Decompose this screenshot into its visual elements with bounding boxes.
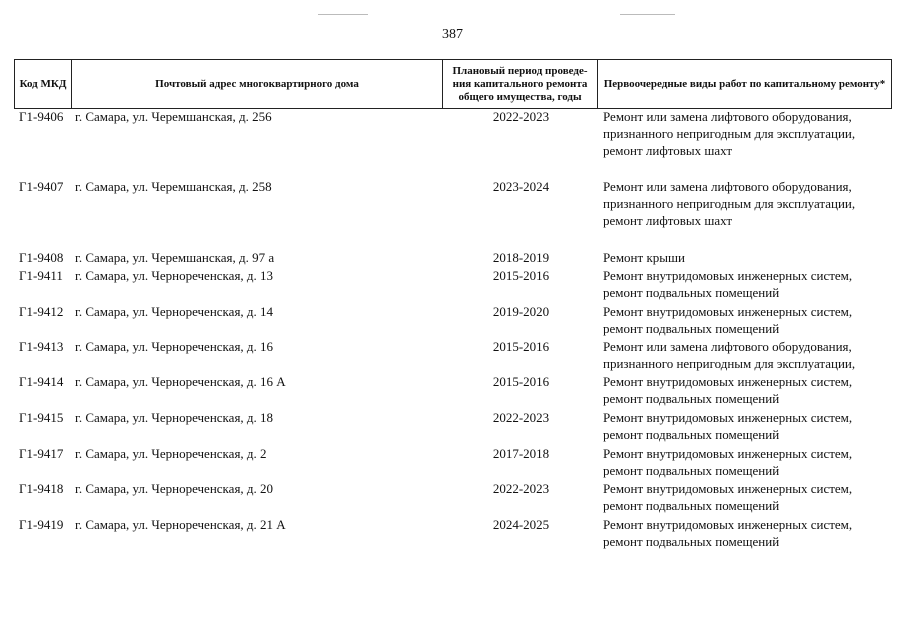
mkd-code: Г1-9407 bbox=[19, 179, 64, 194]
mkd-code: Г1-9411 bbox=[19, 268, 63, 283]
mkd-address: г. Самара, ул. Черемшанская, д. 258 bbox=[75, 179, 272, 194]
col-header-code: Код МКД bbox=[15, 60, 72, 109]
work-line: ремонт лифтовых шахт bbox=[603, 143, 733, 158]
mkd-address: г. Самара, ул. Чернореченская, д. 16 А bbox=[75, 374, 286, 389]
work-line: Ремонт или замена лифтового оборудования, bbox=[603, 109, 852, 124]
work-line: Ремонт или замена лифтового оборудования, bbox=[603, 179, 852, 194]
mkd-address: г. Самара, ул. Чернореченская, д. 18 bbox=[75, 410, 274, 425]
repair-works bbox=[603, 108, 888, 159]
repair-works bbox=[603, 303, 888, 337]
mkd-code: Г1-9418 bbox=[19, 481, 64, 496]
mkd-code: Г1-9413 bbox=[19, 339, 64, 354]
repair-period: 2022-2023 bbox=[492, 481, 550, 496]
repair-period: 2019-2020 bbox=[492, 304, 550, 319]
work-line: ремонт подвальных помещений bbox=[603, 534, 780, 549]
mkd-code: Г1-9417 bbox=[19, 446, 64, 461]
work-line: Ремонт внутридомовых инженерных систем, bbox=[603, 481, 853, 496]
table-header bbox=[14, 59, 892, 109]
mkd-address: г. Самара, ул. Чернореченская, д. 21 А bbox=[75, 517, 286, 532]
scan-mark bbox=[620, 14, 675, 15]
work-line: признанного непригодным для эксплуатации, bbox=[603, 126, 856, 141]
work-line: Ремонт крыши bbox=[603, 250, 685, 265]
work-line: признанного непригодным для эксплуатации, bbox=[603, 356, 856, 371]
col-header-works: Первоочередные виды работ по капитальному ремонту* bbox=[598, 60, 892, 109]
repair-period: 2022-2023 bbox=[492, 109, 550, 124]
repair-period: 2015-2016 bbox=[492, 339, 550, 354]
mkd-address: г. Самара, ул. Чернореченская, д. 2 bbox=[75, 446, 267, 461]
work-line: признанного непригодным для эксплуатации, bbox=[603, 196, 856, 211]
repair-period: 2015-2016 bbox=[492, 268, 550, 283]
mkd-address: г. Самара, ул. Черемшанская, д. 97 а bbox=[75, 250, 275, 265]
work-line: Ремонт внутридомовых инженерных систем, bbox=[603, 268, 853, 283]
work-line: ремонт подвальных помещений bbox=[603, 391, 780, 406]
repair-period: 2024-2025 bbox=[492, 517, 550, 532]
work-line: Ремонт внутридомовых инженерных систем, bbox=[603, 304, 853, 319]
repair-works bbox=[603, 267, 888, 301]
repair-works bbox=[603, 516, 888, 550]
col-header-address: Почтовый адрес многоквартирного дома bbox=[72, 60, 443, 109]
work-line: ремонт лифтовых шахт bbox=[603, 213, 733, 228]
mkd-address: г. Самара, ул. Чернореченская, д. 14 bbox=[75, 304, 274, 319]
repair-works bbox=[603, 178, 888, 229]
mkd-address: г. Самара, ул. Чернореченская, д. 16 bbox=[75, 339, 274, 354]
work-line: ремонт подвальных помещений bbox=[603, 285, 780, 300]
mkd-code: Г1-9415 bbox=[19, 410, 64, 425]
repair-works bbox=[603, 445, 888, 479]
work-line: Ремонт внутридомовых инженерных систем, bbox=[603, 374, 853, 389]
mkd-code: Г1-9414 bbox=[19, 374, 64, 389]
work-line: ремонт подвальных помещений bbox=[603, 463, 780, 478]
work-line: ремонт подвальных помещений bbox=[603, 321, 780, 336]
work-line: ремонт подвальных помещений bbox=[603, 498, 780, 513]
mkd-address: г. Самара, ул. Чернореченская, д. 13 bbox=[75, 268, 274, 283]
mkd-code: Г1-9406 bbox=[19, 109, 64, 124]
repair-period: 2017-2018 bbox=[492, 446, 550, 461]
repair-period: 2015-2016 bbox=[492, 374, 550, 389]
work-line: Ремонт внутридомовых инженерных систем, bbox=[603, 410, 853, 425]
work-line: Ремонт внутридомовых инженерных систем, bbox=[603, 446, 853, 461]
mkd-code: Г1-9412 bbox=[19, 304, 64, 319]
repair-works bbox=[603, 480, 888, 514]
col-header-period: Плановый период проведе-ния капитального ремонта общего имущества, годы bbox=[443, 60, 598, 109]
repair-period: 2023-2024 bbox=[492, 179, 550, 194]
page-number: 387 bbox=[442, 27, 463, 42]
repair-period: 2022-2023 bbox=[492, 410, 550, 425]
repair-works bbox=[603, 249, 888, 266]
mkd-code: Г1-9419 bbox=[19, 517, 64, 532]
work-line: ремонт подвальных помещений bbox=[603, 427, 780, 442]
mkd-address: г. Самара, ул. Чернореченская, д. 20 bbox=[75, 481, 274, 496]
repair-works bbox=[603, 338, 888, 372]
repair-period: 2018-2019 bbox=[492, 250, 550, 265]
mkd-address: г. Самара, ул. Черемшанская, д. 256 bbox=[75, 109, 272, 124]
scan-mark bbox=[318, 14, 368, 15]
mkd-code: Г1-9408 bbox=[19, 250, 64, 265]
repair-works bbox=[603, 373, 888, 407]
work-line: Ремонт или замена лифтового оборудования, bbox=[603, 339, 852, 354]
work-line: Ремонт внутридомовых инженерных систем, bbox=[603, 517, 853, 532]
repair-works bbox=[603, 409, 888, 443]
